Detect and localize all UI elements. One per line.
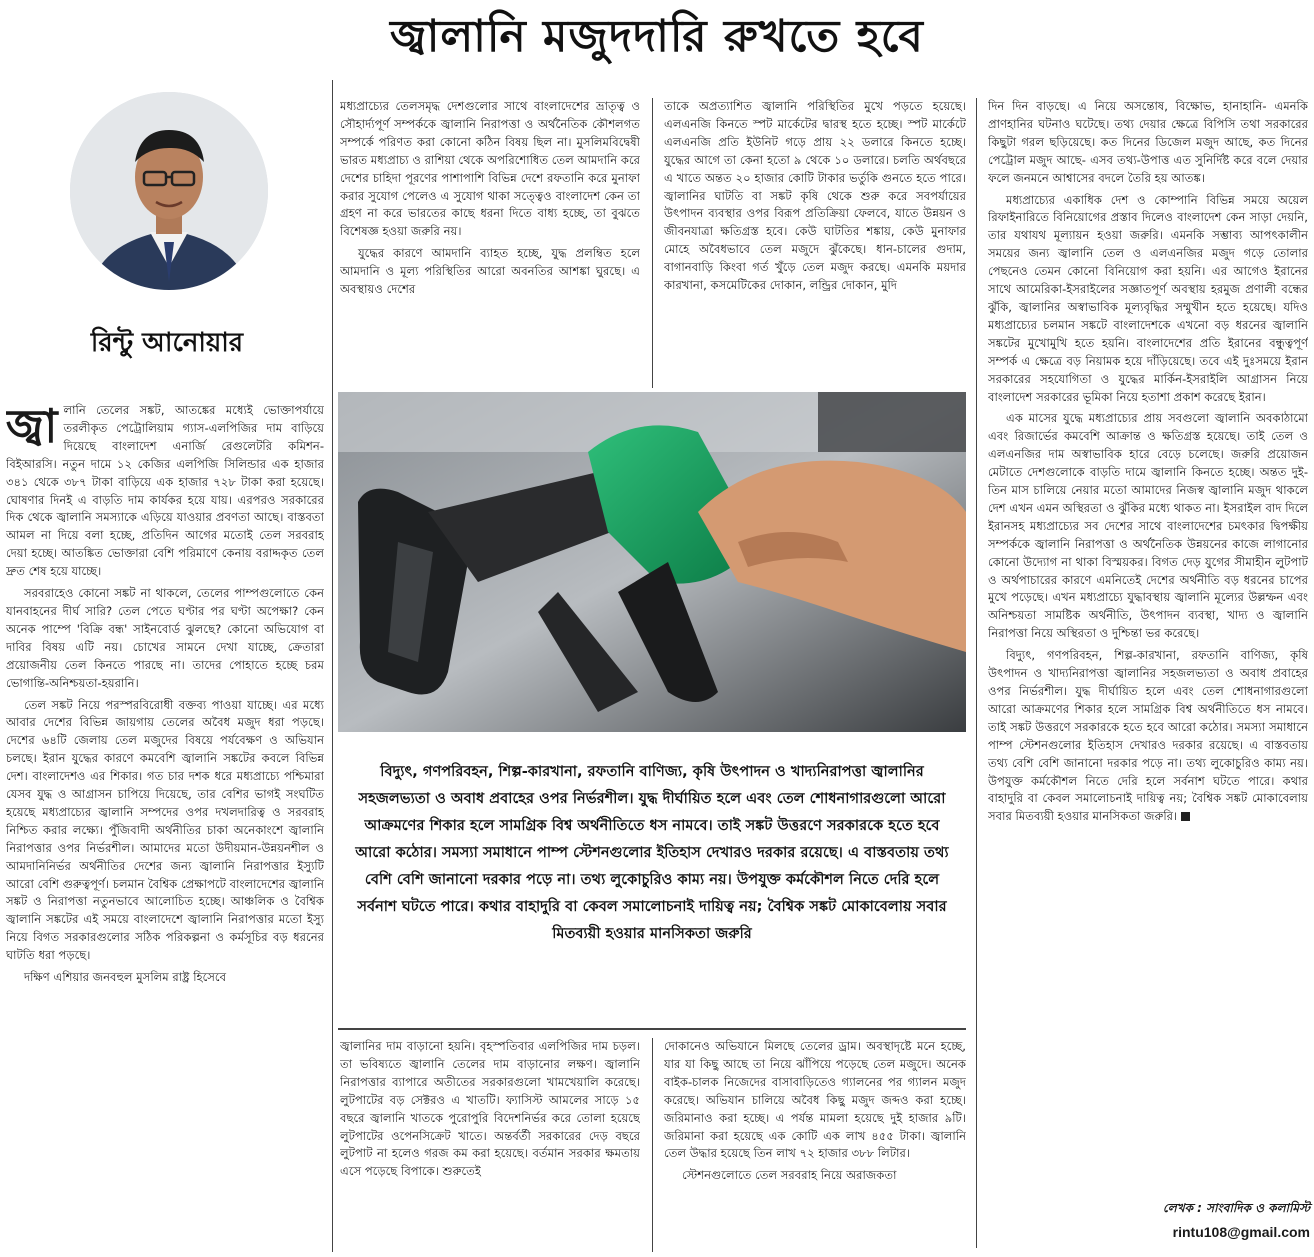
paragraph-text: বিদ্যুৎ, গণপরিবহন, শিল্প-কারখানা, রফতানি বাণিজ্য, কৃষি উৎপাদন ও খাদ্যনিরাপত্তা জ্বালানির সহজলভ্যতা ও অবাধ প্রবাহের ওপর নির্ভরশীল। যুদ্ধ দীর্ঘায়িত হলে এবং তেল শোধনাগারগুলো আরো আক্রমণের শিকার হলে সামগ্রিক বিশ্ব অর্থনীতিতে ধস নামবে। তাই সঙ্কট উত্তরণে সরকারকে হতে হবে আরো কঠোর। সমস্যা সমাধানে পাম্প স্টেশনগুলোর ইতিহাস দেখারও দরকার রয়েছে। এ বাস্তবতায় তথ্য বেশি বেশি জানানো দরকার পড়ে না। তথ্য লুকোচুরিও কাম্য নয়। উপযুক্ত কর্মকৌশল নিতে দেরি হলে সর্বনাশ ঘটতে পারে। কথার বাহাদুরি বা কেবল সমালোচনাই দায়িত্ব নয়; বৈশ্বিক সঙ্কট মোকাবেলায় সবার মিতব্যয়ী হওয়ার মানসিকতা জরুরি। [988, 648, 1308, 824]
headline: জ্বালানি মজুদদারি রুখতে হবে [390, 11, 924, 62]
pull-quote: বিদ্যুৎ, গণপরিবহন, শিল্প-কারখানা, রফতানি বাণিজ্য, কৃষি উৎপাদন ও খাদ্যনিরাপত্তা জ্বালানির সহজলভ্যতা ও অবাধ প্রবাহের ওপর নির্ভরশীল। যুদ্ধ দীর্ঘায়িত হলে এবং তেল শোধনাগারগুলো আরো আক্রমণের শিকার হলে সামগ্রিক বিশ্ব অর্থনীতিতে ধস নামবে। তাই সঙ্কট উত্তরণে সরকারকে হতে হবে আরো কঠোর। সমস্যা সমাধানে পাম্প স্টেশনগুলোর ইতিহাস দেখারও দরকার রয়েছে। এ বাস্তবতায় তথ্য বেশি বেশি জানানো দরকার পড়ে না। তথ্য লুকোচুরিও কাম্য নয়। উপযুক্ত কর্মকৌশল নিতে দেরি হলে সর্বনাশ ঘটতে পারে। কথার বাহাদুরি বা কেবল সমালোচনাই দায়িত্ব নয়; বৈশ্বিক সঙ্কট মোকাবেলায় সবার মিতব্যয়ী হওয়ার মানসিকতা জরুরি [355, 763, 949, 942]
column-2-bottom [340, 1038, 640, 1252]
column-3-bottom [664, 1038, 966, 1252]
paragraph: এক মাসের যুদ্ধে মধ্যপ্রাচ্যের প্রায় সবগুলো জ্বালানি অবকাঠামো এবং রিজার্ভের কমবেশি আক্রান্ত ও ক্ষতিগ্রস্ত হয়েছে। তাই তেল ও এলএনজির দাম অস্বাভাবিক হারে বেড়ে চলেছে। জরুরি প্রয়োজন মেটাতে দেশগুলোকে বাড়তি দামে জ্বালানি কিনতে হচ্ছে। অন্তত দুই-তিন মাস চালিয়ে নেয়ার মতো আমাদের নিজস্ব জ্বালানি মজুদ থাকলে দেশ এখন এমন অস্থিরতা ও ঝুঁকির মধ্যে থাকত না। ইসরাইল বাদ দিলে ইরানসহ মধ্যপ্রাচ্যের সব দেশের সাথে বাংলাদেশের চমৎকার দ্বিপক্ষীয় সম্পর্ককে জ্বালানি নিরাপত্তা ও অর্থনৈতিক উন্নয়নের কাজে লাগানোর কোনো উদ্যোগ না থাকা বিস্ময়কর। বিগত দেড় যুগের সীমাহীন লুটপাট ও অর্থপাচারের কারণে এমনিতেই দেশের অর্থনীতি বড় ধরনের চাপের মুখে পড়েছে। এখন মধ্যপ্রাচ্যে যুদ্ধাবস্থায় জ্বালানি মূল্যের উল্লম্ফন এবং অনিশ্চয়তা সামষ্টিক অর্থনীতি, উৎপাদন ব্যবস্থা, খাদ্য ও জ্বালানি নিরাপত্তা নিয়ে অস্থিরতা ও দুশ্চিন্তা ভর করেছে। [988, 411, 1308, 641]
paragraph-text: লানি তেলের সঙ্কট, আতঙ্কের মধ্যেই ভোক্তাপর্যায়ে তরলীকৃত পেট্রোলিয়াম গ্যাস-এলপিজির দাম বাড়িয়ে দিয়েছে বাংলাদেশ এনার্জি রেগুলেটরি কমিশন-বিইআরসি। নতুন দামে ১২ কেজির এলপিজি সিলিন্ডার এক হাজার ৩৪১ থেকে ৩৮৭ টাকা বাড়িয়ে এক হাজার ৭২৮ টাকা করা হয়েছে। ঘোষণার দিনই এ বাড়তি দাম কার্যকর হয়ে যায়। এরপরও সরকারের দিক থেকে জ্বালানি সমস্যাকে এড়িয়ে যাওয়ার প্রবণতা আছে। বাস্তবতা আমল না দিয়ে বলা হচ্ছে, প্রতিদিন আগের মতোই তেল সরবরাহ দেয়া হচ্ছে। আতঙ্কিত ভোক্তারা বেশি পরিমাণে কেনায় বরাদ্দকৃত তেল দ্রুত শেষ হয়ে যাচ্ছে। [6, 403, 324, 579]
paragraph: দোকানেও অভিযানে মিলছে তেলের ড্রাম। অবস্থাদৃষ্টে মনে হচ্ছে, যার যা কিছু আছে তা নিয়ে ঝাঁপিয়ে পড়েছে তেল মজুদে। অনেক বাইক-চালক নিজেদের বাসাবাড়িতেও গ্যালনের পর গ্যালন মজুদ করেছে। অভিযান চালিয়ে অবৈধ কিছু মজুদ জব্দও করা হচ্ছে। জরিমানাও করা হচ্ছে। এ পর্যন্ত মামলা হয়েছে দুই হাজার ৯টি। জরিমানা করা হয়েছে এক কোটি এক লাখ ৪৫৫ টাকা। জ্বালানি তেল উদ্ধার হয়েছে তিন লাখ ৭২ হাজার ৩৮৮ লিটার। [664, 1039, 966, 1161]
author-portrait-icon [70, 92, 268, 290]
paragraph [988, 647, 1308, 826]
pull-quote-bottom-rule [338, 1028, 966, 1030]
paragraph: তেল সঙ্কট নিয়ে পরস্পরবিরোধী বক্তব্য পাওয়া যাচ্ছে। এর মধ্যে আবার দেশের বিভিন্ন জায়গায় তেলের অবৈধ মজুদ ধরা পড়ছে। দেশের ৬৪টি জেলায় তেল মজুদের বিষয়ে পর্যবেক্ষণ ও অভিযান চলছে। ইরান যুদ্ধের কারণে কমবেশি জ্বালানি সঙ্কটের কবলে বিভিন্ন দেশ। বাংলাদেশও এর শিকার। গত চার দশক ধরে মধ্যপ্রাচ্যে পশ্চিমারা যেসব যুদ্ধ ও আগ্রাসন চাপিয়ে দিয়েছে, তার বেশির ভাগই সংঘটিত হয়েছে মধ্যপ্রাচ্যের জ্বালানি সম্পদের ওপর দখলদারিত্ব ও সরবরাহ নিশ্চিত করার লক্ষ্যে। পুঁজিবাদী অর্থনীতির চাকা অনেকাংশে জ্বালানি নিরাপত্তার ওপর নির্ভরশীল। আমাদের মতো উদীয়মান-উন্নয়নশীল ও আমদানিনির্ভর অর্থনীতির দেশের জন্য জ্বালানি নিরাপত্তার ইস্যুটি আরো বেশি গুরুত্বপূর্ণ। চলমান বৈশ্বিক প্রেক্ষাপটে বাংলাদেশের জ্বালানি সঙ্কট ও নিরাপত্তা নতুনভাবে আলোচিত হচ্ছে। আঞ্চলিক ও বৈশ্বিক জ্বালানি সঙ্কটের এই সময়ে বাংলাদেশে জ্বালানি নিরাপত্তার মতো ইস্যু নিয়ে বিগত সরকারগুলোর সঠিক পরিকল্পনা ও কর্মসূচির বড় ধরনের ঘাটতি ধরা পড়ছে। [6, 697, 324, 963]
paragraph: সরবরাহেও কোনো সঙ্কট না থাকলে, তেলের পাম্পগুলোতে কেন যানবাহনের দীর্ঘ সারি? তেল পেতে ঘণ্টার পর ঘণ্টা অপেক্ষা? কেন অনেক পাম্পে 'বিক্রি বন্ধ' সাইনবোর্ড ঝুলছে? কোনো অভিযোগ বা দাবির বিষয় এটি নয়। চোখের সামনে দেখা যাচ্ছে, ক্রেতারা প্রয়োজনীয় তেল কিনতে পারছে না। তাদের পোহাতে হচ্ছে চরম ভোগান্তি-অনিশ্চয়তা-হয়রানি। [6, 586, 324, 690]
fuel-nozzle-icon [338, 392, 966, 732]
paragraph [6, 402, 324, 581]
end-mark-icon [1181, 812, 1190, 821]
column-4 [988, 98, 1308, 1198]
column-3-top [664, 98, 966, 386]
paragraph: দক্ষিণ এশিয়ার জনবহুল মুসলিম রাষ্ট্র হিসেবে [24, 970, 227, 985]
author-name: রিন্টু আনোয়ার [90, 328, 244, 358]
paragraph: জ্বালানির দাম বাড়ানো হয়নি। বৃহস্পতিবার এলপিজির দাম চড়ল। তা ভবিষ্যতে জ্বালানি তেলের দাম বাড়ানোর লক্ষণ। জ্বালানি নিরাপত্তার ব্যাপারে অতীতের সরকারগুলো খামখেয়ালি করেছে। লুটপাটের বড় সেক্টরও এ খাতটি। ফ্যাসিস্ট আমলের সাড়ে ১৫ বছরে জ্বালানি খাতকে পুরোপুরি বিদেশনির্ভর করে তোলা হয়েছে লুটপাটের ওপেনসিক্রেট খাতে। অন্তর্বর্তী সরকারের দেড় বছরে লুটপাট না হলেও গরজ কম করা হয়েছে। বর্তমান সরকার ক্ষমতায় এসে পড়েছে বিপাকে। শুরুতেই [340, 1039, 640, 1179]
column-divider [652, 1038, 653, 1252]
paragraph: দিন দিন বাড়ছে। এ নিয়ে অসন্তোষ, বিক্ষোভ, হানাহানি- এমনকি প্রাণহানির ঘটনাও ঘটেছে। তথ্য দেয়ার ক্ষেত্রে বিপিসি তথা সরকারের কিছুটা গরল ছড়িয়েছে। কত দিনের ডিজেল মজুদ আছে, কত দিনের পেট্রোল মজুদ আছে- এসব তথ্য-উপাত্ত এত সুনির্দিষ্ট করে বলে দেয়ার ফলে জনমনে আশ্বাসের বদলে তৈরি হয় আতঙ্ক। [988, 99, 1308, 185]
paragraph: স্টেশনগুলোতে তেল সরবরাহ নিয়ে অরাজকতা [682, 1168, 897, 1183]
paragraph: যুদ্ধের কারণে আমদানি ব্যাহত হচ্ছে, যুদ্ধ প্রলম্বিত হলে আমদানি ও মূল্য পরিস্থিতির আরো অবনতির আশঙ্কা ঘুরছে। এ অবস্থায়ও দেশের [340, 246, 640, 297]
dropcap: জ্বা [6, 402, 58, 453]
paragraph: তাকে অপ্রত্যাশিত জ্বালানি পরিস্থিতির মুখে পড়তে হয়েছে। এলএনজি কিনতে স্পট মার্কেটের দ্বারস্থ হতে হচ্ছে। স্পট মার্কেটে এলএনজি প্রতি ইউনিট গড়ে প্রায় ২২ ডলারে কিনতে হচ্ছে। যুদ্ধের আগে তা কেনা হতো ৯ থেকে ১০ ডলারে। চলতি অর্থবছরে এ খাতে অন্তত ২০ হাজার কোটি টাকার ভর্তুকি গুনতে হতে পারে। জ্বালানির ঘাটতি বা সঙ্কট কৃষি থেকে শুরু করে সবপর্যায়ের উৎপাদন ব্যবস্থার ওপর বিরূপ প্রতিক্রিয়া ফেলবে, যাতে উন্নয়ন ও জীবনযাত্রা ক্ষতিগ্রস্ত হবে। কেউ ঘাটতির শঙ্কায়, কেউ মুনাফার মোহে অবৈধভাবে তেল মজুদে ঝুঁকেছে। ধান-চালের গুদাম, বাগানবাড়ি কিংবা গর্ত খুঁড়ে তেল মজুদ করছে। এমনকি ময়দার কারখানা, কসমেটিকের দোকান, লন্ড্রির দোকান, মুদি [664, 99, 966, 293]
author-email[interactable]: rintu108@gmail.com [1172, 1224, 1310, 1240]
column-divider [976, 98, 977, 1248]
column-1 [6, 402, 324, 1252]
column-divider [652, 98, 653, 388]
author-byline: লেখক : সাংবাদিক ও কলামিস্ট [1162, 1201, 1310, 1215]
fuel-nozzle-photo [338, 392, 966, 732]
paragraph: মধ্যপ্রাচ্যের একাধিক দেশ ও কোম্পানি বিভিন্ন সময়ে অয়েল রিফাইনারিতে বিনিয়োগের প্রস্তাব দিলেও বাংলাদেশ কেন সাড়া দেয়নি, তার যথাযথ মূল্যায়ন হওয়া জরুরি। এমনকি সম্ভাব্য আপৎকালীন সময়ের জন্য জ্বালানি তেল ও এলএনজির মজুদ গড়ে তোলার পেছনেও তেমন কোনো বিনিয়োগ করা হয়নি। এর আগেও ইরানের সাথে আমেরিকা-ইসরাইলের সজ্ঞাতপূর্ণ অবস্থায় হরমুজ প্রণালী বন্ধের ঝুঁকি, জ্বালানির অস্বাভাবিক মূল্যবৃদ্ধির সম্মুখীন হতে হয়েছে। যদিও মধ্যপ্রাচ্যের চলমান সঙ্কটে বাংলাদেশকে এখনো বড় ধরনের জ্বালানি সঙ্কটের মুখোমুখি হতে হয়নি। বাংলাদেশের প্রতি ইরানের বন্ধুত্বপূর্ণ সম্পর্ক এ ক্ষেত্রে বড় নিয়ামক হয়ে দাঁড়িয়েছে। তবে এই দুঃসময়ে ইরান সরকারের সহযোগিতা ও যুদ্ধের মার্কিন-ইসরাইলি আগ্রাসন নিয়ে বাংলাদেশ সরকারের ভূমিকা নিয়ে হতাশা প্রকাশ করেছে ইরান। [988, 192, 1308, 404]
author-photo [70, 92, 268, 290]
column-divider [332, 80, 333, 1252]
paragraph: মধ্যপ্রাচ্যের তেলসমৃদ্ধ দেশগুলোর সাথে বাংলাদেশের ভ্রাতৃত্ব ও সৌহার্দ্যপূর্ণ সম্পর্ককে জ্বালানি নিরাপত্তা ও অর্থনৈতিক কৌশলগত সম্পর্কে পরিণত করা কোনো কঠিন বিষয় ছিল না। মুসলিমবিদ্বেষী ভারত মধ্যপ্রাচ্য ও রাশিয়া থেকে অপরিশোধিত তেল আমদানি করে দেশের চাহিদা পূরণের পাশাপাশি বিভিন্ন দেশে রফতানি করে মুনাফা করার সুযোগ পেলেও এ সুযোগ থাকা সত্ত্বেও বাংলাদেশ কেন তা গ্রহণ না করে ভারতের কাছে ধরনা দিতে বাধ্য হচ্ছে, তা বুঝতে বিশেষজ্ঞ হওয়া জরুরি নয়। [340, 99, 640, 239]
column-2-top [340, 98, 640, 386]
